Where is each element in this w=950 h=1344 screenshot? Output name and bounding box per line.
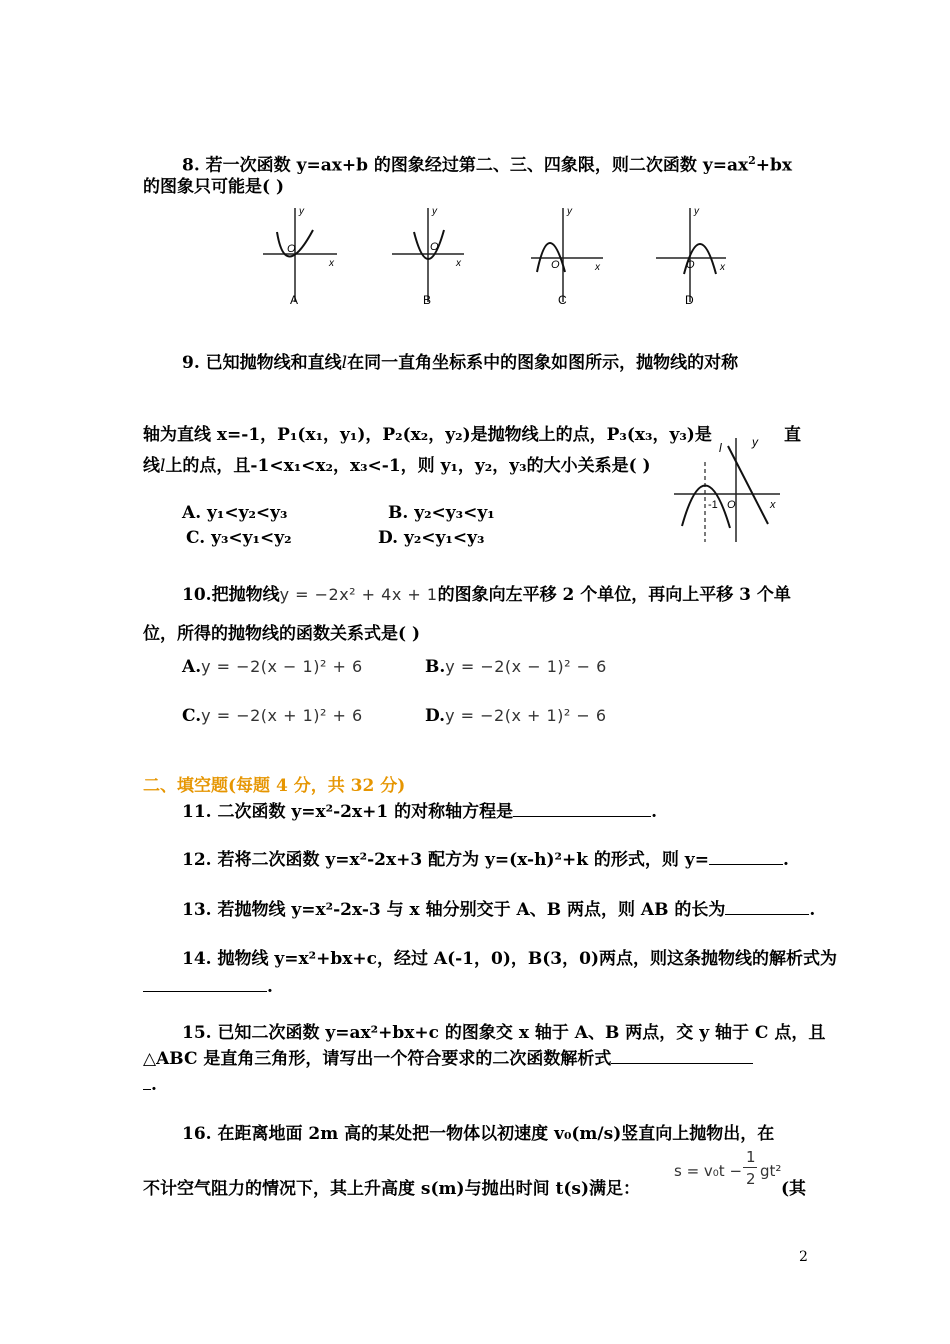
- svg-text:x: x: [720, 262, 725, 273]
- q10-option-d: D.y = −2(x + 1)² − 6: [425, 706, 607, 726]
- q9-option-b: B. y₂<y₃<y₁: [388, 503, 495, 523]
- q13: 13. 若抛物线 y=x²-2x-3 与 x 轴分别交于 A、B 两点，则 AB 的长为 .: [182, 900, 816, 920]
- page-number: 2: [799, 1249, 808, 1265]
- q12: 12. 若将二次函数 y=x²-2x+3 配方为 y=(x-h)²+k 的形式，则 y= .: [182, 850, 789, 870]
- q10-line1: 10.把抛物线y = −2x² + 4x + 1的图象向左平移 2 个单位，再向上平移 3 个单: [182, 585, 791, 605]
- q9-line3: 线l上的点，且-1<x₁<x₂，x₃<-1，则 y₁，y₂，y₃的大小关系是( ): [143, 456, 651, 476]
- q10-option-c: C.y = −2(x + 1)² + 6: [182, 706, 363, 726]
- graph-c-label: C: [558, 293, 567, 307]
- q16-line1: 16. 在距离地面 2m 高的某处把一物体以初速度 v₀(m/s)竖直向上抛物出，在: [182, 1124, 775, 1144]
- svg-text:O: O: [551, 259, 560, 271]
- q10-line2: 位，所得的抛物线的函数关系式是( ): [143, 624, 421, 644]
- svg-text:l: l: [719, 441, 722, 455]
- graph-d-label: D: [685, 293, 694, 307]
- q9-option-a: A. y₁<y₂<y₃: [182, 503, 288, 523]
- q9-option-d: D. y₂<y₁<y₃: [378, 528, 485, 548]
- svg-text:-1: -1: [708, 499, 718, 511]
- graph-a: [263, 206, 337, 307]
- q11: 11. 二次函数 y=x²-2x+1 的对称轴方程是 .: [182, 802, 658, 822]
- q8-graphs: [250, 202, 750, 314]
- svg-text:x: x: [456, 258, 461, 269]
- q16-line2-tail: (其: [781, 1179, 807, 1199]
- graph-b: [392, 206, 464, 307]
- svg-text:y: y: [299, 206, 304, 217]
- q10-option-a: A.y = −2(x − 1)² + 6: [182, 657, 363, 677]
- q10-option-b: B.y = −2(x − 1)² − 6: [425, 657, 607, 677]
- q8-line2: 的图象只可能是( ): [143, 177, 285, 197]
- svg-text:y: y: [432, 206, 437, 217]
- svg-text:x: x: [595, 262, 600, 273]
- svg-text:O: O: [430, 241, 439, 253]
- svg-text:y: y: [567, 206, 572, 217]
- graph-b-label: B: [423, 293, 432, 307]
- q9-line1: 9. 已知抛物线和直线l在同一直角坐标系中的图象如图所示，抛物线的对称: [182, 353, 739, 373]
- q9-line2-tail: 直: [784, 425, 801, 445]
- svg-text:O: O: [287, 243, 296, 255]
- svg-text:O: O: [727, 499, 736, 511]
- q8-line1: 8. 若一次函数 y=ax+b 的图象经过第二、三、四象限，则二次函数 $y=ax^2+bx$: [182, 154, 793, 176]
- q15-line3: .: [143, 1073, 157, 1096]
- graph-c: [531, 206, 603, 307]
- q14-line2: .: [143, 975, 273, 998]
- svg-text:x: x: [329, 258, 334, 269]
- graph-a-label: A: [290, 293, 299, 307]
- svg-text:O: O: [686, 259, 695, 271]
- q14-line1: 14. 抛物线 y=x²+bx+c，经过 A(-1，0)，B(3，0)两点，则这条抛物线的解析式为: [182, 949, 837, 969]
- document-page: 8. 若一次函数 y=ax+b 的图象经过第二、三、四象限，则二次函数 $y=ax^2+bx$ 的图象只可能是( ) y x O A y x O B y x O C y x O D 9. 已知抛物线和直线l在同一直角坐标系中的图象如图所示，抛物线的对称 轴为直线 x=-1，P₁(x₁，y₁)，P₂(x₂，y₂)是抛物线上的点，P₃(x₃，y₃)是 直 线l上的点，且-1<x₁<x₂，x₃<-1，则 y₁，y₂，y₃的大小关系是( ) A. y₁<y₂<y₃ B. y₂<y₃<y₁ C. y₃<y₁<y₂ D. y₂<y₁<y₃ l y x -1 O 10.把抛物线y = −2x² + 4x + 1的图象向左平移 2 个单位，再向上平移 3 个单 位，所得的抛物线的函数关系式是( ) A.y = −2(x − 1)² + 6 B.y = −2(x − 1)² − 6 C.y = −2(x + 1)² + 6 D.y = −2(x + 1)² − 6 二、填空题(每题 4 分，共 32 分) 11. 二次函数 y=x²-2x+1 的对称轴方程是 . 12. 若将二次函数 y=x²-2x+3 配方为 y=(x-h)²+k 的形式，则 y= . 13. 若抛物线 y=x²-2x-3 与 x 轴分别交于 A、B 两点，则 AB 的长为 . 14. 抛物线 y=x²+bx+c，经过 A(-1，0)，B(3，0)两点，则这条抛物线的解析式为 . 15. 已知二次函数 y=ax²+bx+c 的图象交 x 轴于 A、B 两点，交 y 轴于 C 点，且 △ABC 是直角三角形，请写出一个符合要求的二次函数解析式 . 16. 在距离地面 2m 高的某处把一物体以初速度 v₀(m/s)竖直向上抛物出，在 不计空气阻力的情况下，其上升高度 s(m)与抛出时间 t(s)满足： s = v₀t − 1 2 gt² (其 2: [0, 0, 950, 1344]
- q16-line2: 不计空气阻力的情况下，其上升高度 s(m)与抛出时间 t(s)满足：: [143, 1179, 640, 1199]
- q15-line1: 15. 已知二次函数 y=ax²+bx+c 的图象交 x 轴于 A、B 两点，交 y 轴于 C 点，且: [182, 1023, 826, 1043]
- q9-option-c: C. y₃<y₁<y₂: [186, 528, 292, 548]
- svg-text:x: x: [770, 499, 776, 511]
- svg-text:y: y: [752, 435, 758, 449]
- q15-line2: △ABC 是直角三角形，请写出一个符合要求的二次函数解析式: [143, 1047, 753, 1070]
- q9-line2: 轴为直线 x=-1，P₁(x₁，y₁)，P₂(x₂，y₂)是抛物线上的点，P₃(x₃，y₃)是: [143, 425, 712, 445]
- graph-d: [656, 206, 726, 307]
- q9-figure: [672, 432, 784, 544]
- svg-text:y: y: [694, 206, 699, 217]
- section-2-title: 二、填空题(每题 4 分，共 32 分): [143, 776, 406, 796]
